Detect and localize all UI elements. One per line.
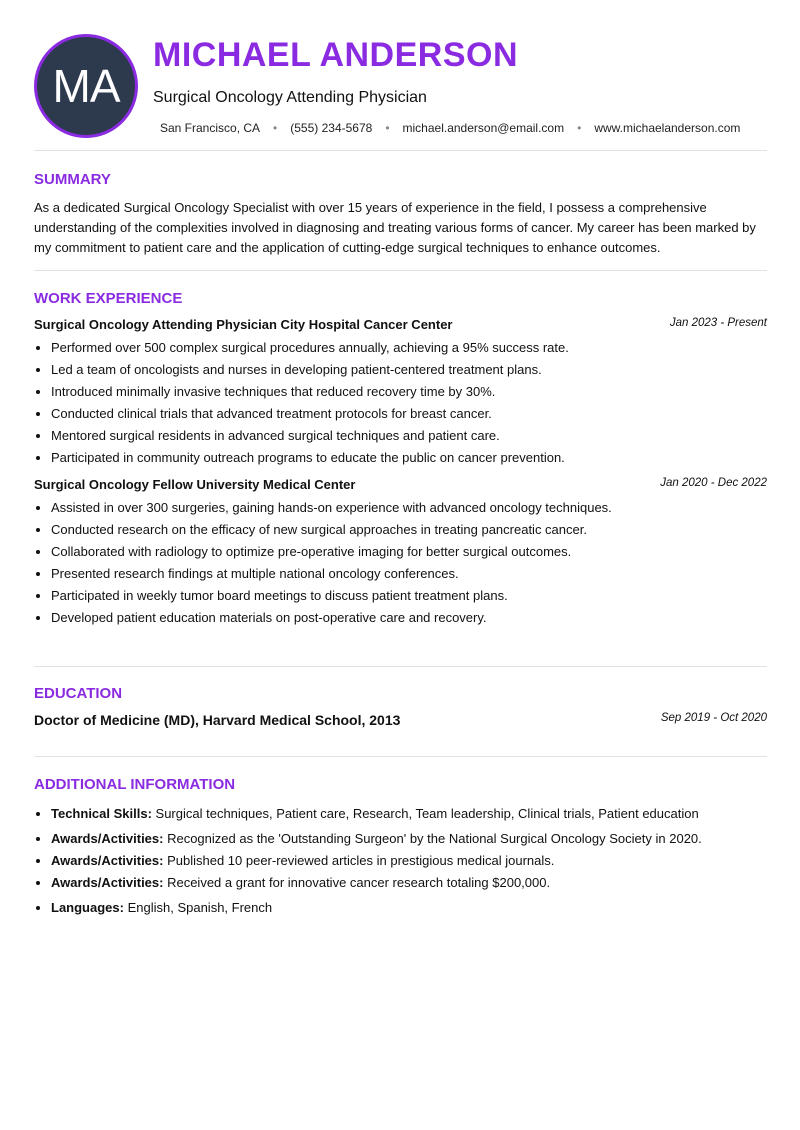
contact-email: michael.anderson@email.com [402, 121, 565, 135]
contact-phone: (555) 234-5678 [290, 121, 373, 135]
separator-dot: • [273, 121, 278, 135]
info-item [51, 828, 767, 850]
info-text: Recognized as the 'Outstanding Surgeon' by the National Surgical Oncology Society in 2020. [163, 831, 702, 846]
education-section [34, 685, 767, 733]
summary-text: As a dedicated Surgical Oncology Specialist with over 15 years of experience in the field, I possess a comprehensive understanding of the complexities involved in diagnosing and treating various forms of cancer. My career has been marked by my commitment to patient care and the application of cutting-edge surgical techniques to enhance outcomes. [34, 200, 756, 255]
bullet-item: • Performed over 500 complex surgical procedures annually, achieving a 95% success rate. [51, 337, 767, 359]
separator-dot: • [577, 121, 582, 135]
additional-section [34, 776, 767, 927]
info-label: Awards/Activities: [51, 831, 164, 846]
section-heading: ADDITIONAL INFORMATION [34, 776, 236, 793]
info-text: Received a grant for innovative cancer research totaling $200,000. [163, 875, 551, 890]
job-bullets [34, 497, 767, 629]
bullet-item: • Led a team of oncologists and nurses in developing patient-centered treatment plans. [51, 359, 767, 381]
job-role: Surgical Oncology Attending Physician City Hospital Cancer Center [34, 317, 453, 332]
info-item [51, 897, 767, 919]
divider [34, 150, 767, 151]
section-heading: EDUCATION [34, 685, 123, 702]
bullet-item: • Mentored surgical residents in advanced surgical techniques and patient care. [51, 425, 767, 447]
info-label: Technical Skills: [51, 806, 152, 821]
divider [34, 666, 767, 667]
section-heading: WORK EXPERIENCE [34, 290, 183, 307]
experience-section [34, 290, 767, 637]
info-item [51, 803, 767, 825]
info-item [51, 850, 767, 872]
info-text: Surgical techniques, Patient care, Research, Team leadership, Clinical trials, Patient education [151, 806, 699, 821]
job-date: Jan 2020 - Dec 2022 [660, 477, 767, 489]
info-label: Awards/Activities: [51, 875, 164, 890]
bullet-item: • Collaborated with radiology to optimize pre-operative imaging for better surgical outcomes. [51, 541, 767, 563]
separator-dot: • [385, 121, 390, 135]
divider [34, 270, 767, 271]
bullet-item: • Participated in community outreach programs to educate the public on cancer prevention. [51, 447, 767, 469]
job-title: Surgical Oncology Attending Physician [153, 89, 427, 106]
bullet-item: • Conducted research on the efficacy of new surgical approaches in treating pancreatic cancer. [51, 519, 767, 541]
summary-section [34, 171, 767, 258]
avatar: MA [34, 34, 138, 138]
contact-website: www.michaelanderson.com [594, 121, 741, 135]
section-heading: SUMMARY [34, 171, 111, 188]
job-date: Jan 2023 - Present [669, 317, 767, 329]
job-role: Surgical Oncology Fellow University Medical Center [34, 477, 356, 492]
info-text: Published 10 peer-reviewed articles in prestigious medical journals. [163, 853, 555, 868]
info-label: Awards/Activities: [51, 853, 164, 868]
info-label: Languages: [51, 900, 124, 915]
job-header [34, 477, 767, 492]
bullet-item: • Conducted clinical trials that advanced treatment protocols for breast cancer. [51, 403, 767, 425]
degree: Doctor of Medicine (MD), Harvard Medical School, 2013 [34, 712, 401, 728]
bullet-item: • Presented research findings at multiple national oncology conferences. [51, 563, 767, 585]
contact-info [160, 121, 740, 135]
job-bullets [34, 337, 767, 469]
candidate-name: MICHAEL ANDERSON [153, 36, 519, 74]
info-text: English, Spanish, French [123, 900, 273, 915]
job-header [34, 317, 767, 332]
education-date: Sep 2019 - Oct 2020 [660, 712, 767, 724]
info-item [51, 872, 767, 894]
bullet-item: • Developed patient education materials on post-operative care and recovery. [51, 607, 767, 629]
bullet-item: • Participated in weekly tumor board meetings to discuss patient treatment plans. [51, 585, 767, 607]
bullet-item: • Assisted in over 300 surgeries, gaining hands-on experience with advanced oncology techniques. [51, 497, 767, 519]
divider [34, 756, 767, 757]
bullet-item: • Introduced minimally invasive techniques that reduced recovery time by 30%. [51, 381, 767, 403]
contact-location: San Francisco, CA [160, 121, 261, 135]
education-entry [34, 712, 767, 728]
